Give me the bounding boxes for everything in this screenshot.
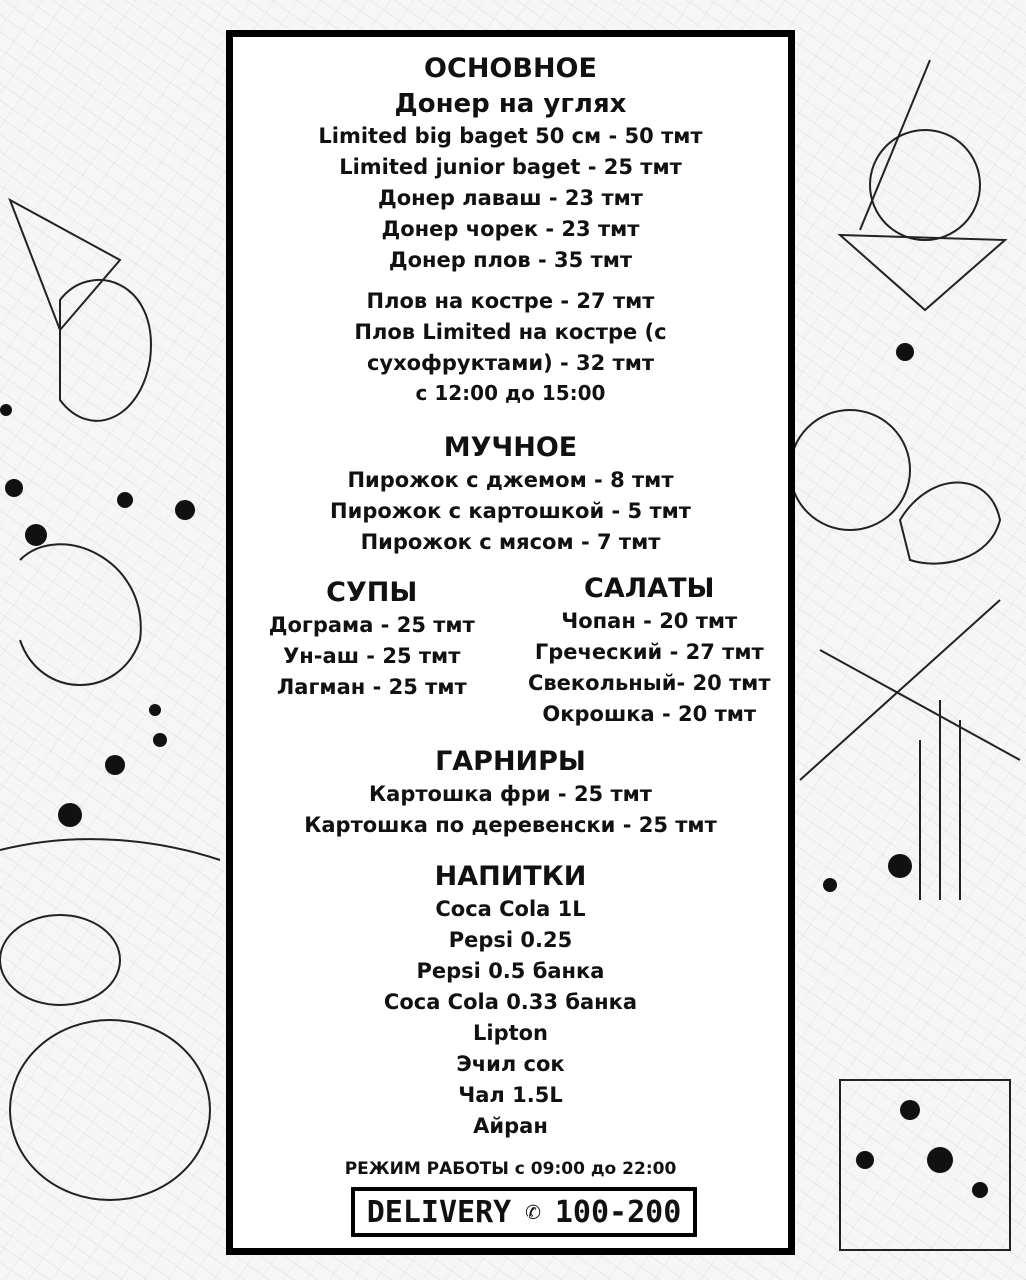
section-title-muchnoe: МУЧНОЕ [443,432,578,463]
doner-list [233,121,788,276]
section-osnovnoe [233,54,788,408]
menu-item: Coca Cola 1L [435,897,586,921]
section-supy [233,574,511,730]
menu-item: Эчил сок [456,1052,565,1076]
menu-item: Limited junior baget - 25 тмт [339,155,682,179]
menu-item: Пирожок с мясом - 7 тмт [360,530,661,554]
menu-item: Pepsi 0.25 [448,928,573,952]
delivery-box [351,1187,697,1237]
menu-item: Чопан - 20 тмт [561,609,738,633]
menu-item: Limited big baget 50 см - 50 тмт [318,124,703,148]
menu-item: Ун-аш - 25 тмт [283,644,461,668]
menu-item: Картошка фри - 25 тмт [369,782,652,806]
menu-item: Lipton [472,1021,549,1045]
menu-item: Coca Cola 0.33 банка [383,990,638,1014]
section-title-supy: СУПЫ [326,577,418,608]
delivery-label: DELIVERY [366,1194,512,1230]
menu-panel [226,30,795,1255]
plov-time: с 12:00 до 15:00 [415,381,606,405]
menu-item: Донер лаваш - 23 тмт [378,186,643,210]
menu-item: Лагман - 25 тмт [276,675,467,699]
menu-item: Дограма - 25 тмт [268,613,475,637]
section-muchnoe [233,433,788,558]
delivery-phone: 100-200 [554,1194,682,1230]
section-title-garniry: ГАРНИРЫ [435,746,586,777]
menu-item: Pepsi 0.5 банка [416,959,605,983]
section-title-salaty: САЛАТЫ [584,573,715,604]
menu-item: Плов Limited на костре (с [354,320,667,344]
section-title-osnovnoe: ОСНОВНОЕ [424,53,597,84]
menu-item: сухофруктами) - 32 тмт [366,351,655,375]
menu-item: Пирожок с джемом - 8 тмт [347,468,674,492]
section-title-napitki: НАПИТКИ [434,861,587,892]
section-garniry [233,747,788,841]
menu-item: Плов на костре - 27 тмт [366,289,655,313]
soups-salads-row [233,574,788,730]
menu-item: Греческий - 27 тмт [534,640,764,664]
menu-item: Свекольный- 20 тмт [527,671,771,695]
menu-item: Айран [473,1114,548,1138]
working-hours: РЕЖИМ РАБОТЫ с 09:00 до 22:00 [344,1159,677,1179]
menu-item: Картошка по деревенски - 25 тмт [304,813,717,837]
phone-icon: ✆ [525,1197,541,1227]
subtitle-doner: Донер на углях [394,89,627,119]
section-salaty [511,574,789,730]
plov-list [233,286,788,408]
menu-item: Пирожок с картошкой - 5 тмт [330,499,691,523]
menu-item: Донер чорек - 23 тмт [381,217,640,241]
menu-item: Окрошка - 20 тмт [542,702,757,726]
menu-item: Чал 1.5L [458,1083,563,1107]
section-napitki [233,862,788,1142]
menu-item: Донер плов - 35 тмт [388,248,633,272]
